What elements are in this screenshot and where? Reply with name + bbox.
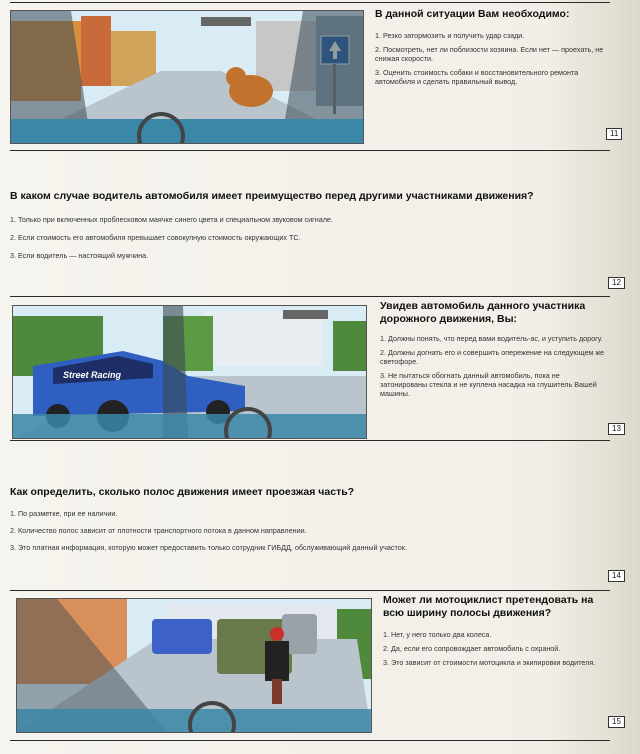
q11-title: В данной ситуации Вам необходимо:: [375, 8, 570, 20]
q12-text: [10, 190, 610, 265]
separator: [10, 440, 610, 441]
q11-text: [375, 8, 605, 91]
q11-answer-3[interactable]: 3. Оценить стоимость собаки и восстановительного ремонта автомобиля и сделать правильный вывод.: [375, 68, 579, 86]
q12-answer-2[interactable]: 2. Если стоимость его автомобиля превышает совокупную стоимость окружающих ТС.: [10, 233, 301, 242]
q14-number: 14: [608, 570, 625, 582]
q12-answer-3[interactable]: 3. Если водитель — настоящий мужчина.: [10, 251, 149, 260]
q13-answer-3[interactable]: 3. Не пытаться обогнать данный автомобиль, пока не затонированы стекла и не куплена насадка на глушитель Вашей машины.: [380, 371, 597, 398]
q15-answer-3[interactable]: 3. Это зависит от стоимости мотоцикла и экипировки водителя.: [383, 658, 596, 667]
q13-illustration: [12, 305, 367, 439]
q14-answer-3[interactable]: 3. Это платная информация, которую может предоставить только сотрудник ГИБДД, обслуживающий данный участок.: [10, 543, 407, 552]
q15-number: 15: [608, 716, 625, 728]
separator: [10, 296, 610, 297]
q14-title: Как определить, сколько полос движения имеет проезжая часть?: [10, 486, 355, 498]
q15-text: [383, 594, 608, 672]
separator: [10, 150, 610, 151]
q15-illustration: [16, 598, 372, 733]
q13-answer-2[interactable]: 2. Должны догнать его и совершить опережение на следующем же светофоре.: [380, 348, 605, 366]
q11-number: 11: [606, 128, 622, 140]
q14-answer-1[interactable]: 1. По разметке, при ее наличии.: [10, 509, 118, 518]
separator: [10, 590, 610, 591]
q15-answer-1[interactable]: 1. Нет, у него только два колеса.: [383, 630, 492, 639]
q14-text: [10, 486, 610, 557]
q13-number: 13: [608, 423, 625, 435]
q15-title: Может ли мотоциклист претендовать на всю ширину полосы движения?: [383, 594, 594, 619]
q15-answer-2[interactable]: 2. Да, если его сопровождает автомобиль с охраной.: [383, 644, 561, 653]
q11-answer-2[interactable]: 2. Посмотреть, нет ли поблизости хозяина. Если нет — проехать, не снижая скорости.: [375, 45, 604, 63]
separator: [10, 740, 610, 741]
q12-answer-1[interactable]: 1. Только при включенных проблесковом маячке синего цвета и специальном звуковом сигнале.: [10, 215, 333, 224]
q11-answer-1[interactable]: 1. Резко затормозить и получить удар сзади.: [375, 31, 525, 40]
q11-illustration: [10, 10, 364, 144]
q12-number: 12: [608, 277, 625, 289]
q13-answer-1[interactable]: 1. Должны понять, что перед вами водитель-ас, и уступить дорогу.: [380, 334, 603, 343]
q13-text: [380, 300, 608, 403]
street-racing-decal: Street Racing: [63, 370, 122, 380]
q14-answer-2[interactable]: 2. Количество полос зависит от плотности транспортного потока в данном направлении.: [10, 526, 307, 535]
q13-title: Увидев автомобиль данного участника дорожного движения, Вы:: [380, 300, 586, 325]
separator: [10, 2, 610, 3]
q12-title: В каком случае водитель автомобиля имеет преимущество перед другими участниками движения?: [10, 190, 534, 202]
